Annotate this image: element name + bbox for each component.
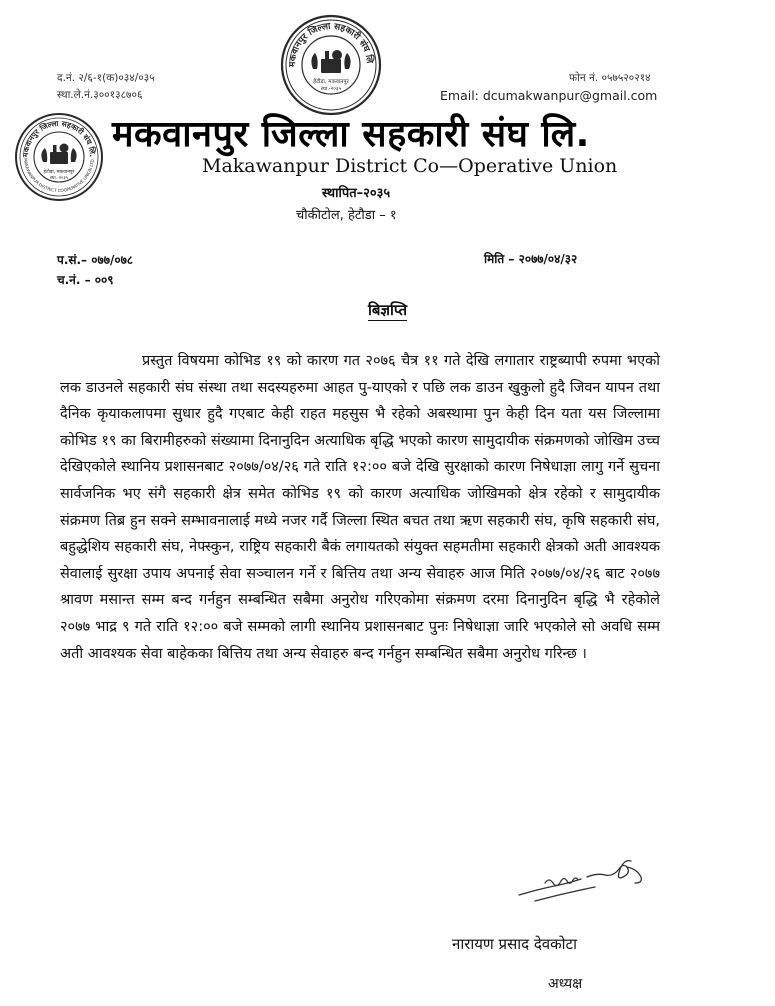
left-logo-seal <box>14 112 104 202</box>
svg-text:मकवानपुर जिल्ला सहकारी संघ लि.: मकवानपुर जिल्ला सहकारी संघ लि. <box>20 118 98 158</box>
svg-text:MAKAWANPUR DISTRICT COOPERATIV: MAKAWANPUR DISTRICT COOPERATIVE UNION LTD. <box>22 157 95 194</box>
organization-name-nepali: मकवानपुर जिल्ला सहकारी संघ लि. <box>112 114 590 155</box>
registration-number: द.नं. २/६-१(क)०३४/०३५ <box>57 72 155 84</box>
notice-body: प्रस्तुत विषयमा कोभिड १९ को कारण गत २०७६ चैत्र ११ गते देखि लगातार राष्ट्रब्यापी रुपमा भएको लक डाउनले सहकारी संघ संस्था तथा सदस्यहरुमा आहत पु-याएको र पछि लक डाउन खुकुलो हुदै जिवन यापन तथा दैनिक कृयाकलापमा सुधार हुदै गएबाट केही राहत महसुस भै रहेको अबस्थामा पुन केही दिन यता यस जिल्लामा कोभिड १९ का बिरामीहरुको संख्यामा दिनानुदिन अत्याधिक बृद्धि भएको कारण सामुदायीक संक्रमणको जोखिम उच्च देखिएकोले स्थानिय प्रशासनबाट २०७७/०४/२६ गते राति १२:०० बजे देखि सुरक्षाको कारण निषेधाज्ञा लागु गर्ने सुचना सार्वजनिक भए संगै सहकारी क्षेत्र समेत कोभिड १९ को कारण अत्याधिक जोखिमको क्षेत्र रहेको र सामुदायीक संक्रमण तिब्र हुन सक्ने सम्भावनालाई मध्ये नजर गर्दै जिल्ला स्थित बचत तथा ऋण सहकारी संघ, कृषि सहकारी संघ, बहुद्धेशिय सहकारी संघ, नेफ्स्कुन, राष्ट्रिय सहकारी बैकं लगायतको संयुक्त सहमतीमा सहकारी क्षेत्रको अती आवश्यक सेवालाई सुरक्षा उपाय अपनाई सेवा सञ्चालन गर्ने र बित्तिय तथा अन्य सेवाहरु आज मिति २०७७/०४/२६ बाट २०७७ श्रावण मसान्त सम्म बन्द गर्नहुन सम्बन्धित सबैमा अनुरोध गरिएकोमा संक्रमण दरमा दिनानुदिन बृद्धि भै रहेकोले २०७७ भाद्र ९ गते राति १२:०० बजे सम्मको लागी स्थानिय प्रशासनबाट पुनः निषेधाज्ञा जारि भएकोले सो अवधि सम्म अती आवश्यक सेवा बाहेकका बित्तिय तथा अन्य सेवाहरु बन्द गर्नहुन सम्बन्धित सबैमा अनुरोध गरिन्छ । <box>60 353 660 662</box>
established-year: स्थापित–२०३५ <box>322 186 391 201</box>
signer-name: नारायण प्रसाद देवकोटा <box>452 935 577 953</box>
phone-number: फोन नं. ०५७५२०२१४ <box>569 72 651 84</box>
letter-date: मिति – २०७७/०४/३२ <box>484 252 578 266</box>
dispatch-number: च.नं. – ००९ <box>57 273 114 287</box>
address: चौकीटोल, हेटौडा – १ <box>296 208 397 223</box>
svg-text:मकवानपुर जिल्ला सहकारी संघ लि.: मकवानपुर जिल्ला सहकारी संघ लि <box>287 21 375 68</box>
reference-numbers <box>57 70 155 104</box>
notice-heading-text: बिज्ञप्ति <box>367 301 408 319</box>
svg-text:हेटौडा, मकवानपुर: हेटौडा, मकवानपुर <box>313 79 349 85</box>
notice-heading <box>0 300 775 320</box>
organization-name-english: Makawanpur District Co—Operative Union <box>202 155 618 177</box>
pan-number: स्था.ले.नं.३००१३८७०६ <box>57 89 143 101</box>
email-address: Email: dcumakwanpur@gmail.com <box>440 88 658 103</box>
contact-info <box>440 70 657 104</box>
handwritten-signature <box>515 855 665 909</box>
letter-numbers <box>57 250 133 290</box>
svg-text:हेटौडा, मकवानपुर: हेटौडा, मकवानपुर <box>43 170 75 175</box>
svg-text:स्था.-२०३५: स्था.-२०३५ <box>320 86 342 92</box>
letter-number: प.सं.– ०७७/०७८ <box>57 253 134 267</box>
svg-text:स्था.-२०३५: स्था.-२०३५ <box>49 176 69 181</box>
signer-title: अध्यक्ष <box>548 976 583 992</box>
top-seal <box>279 13 383 117</box>
